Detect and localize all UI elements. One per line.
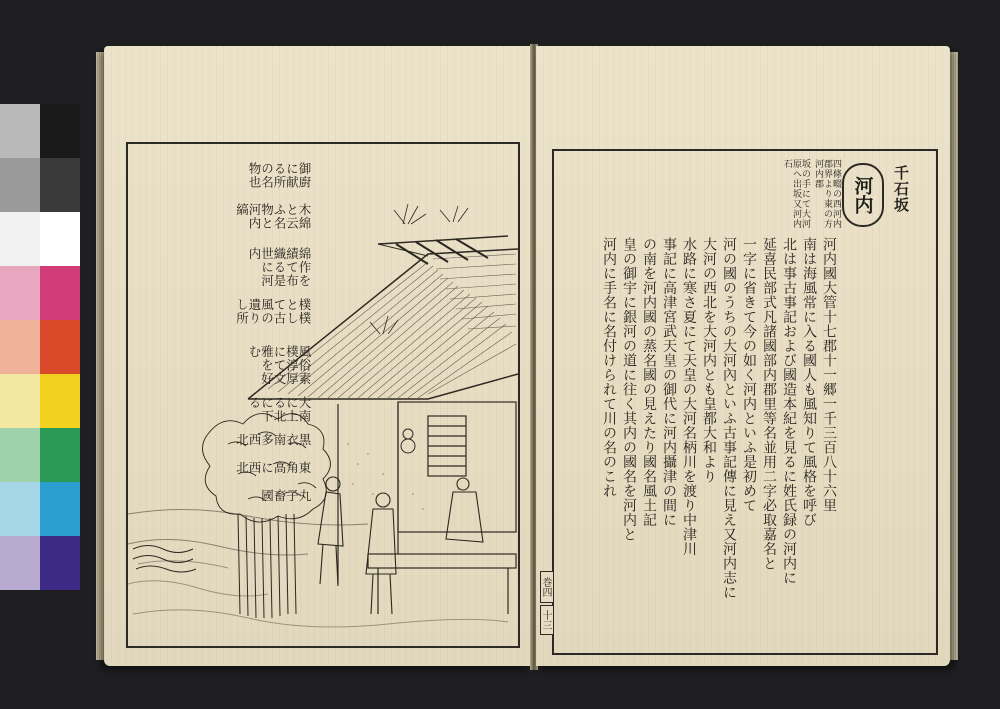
color-swatch xyxy=(40,158,80,212)
text-column: 河内に手名に名付けられて川の名のこれ xyxy=(601,237,617,498)
caption-line: 丸子畜國 xyxy=(259,488,312,502)
text-column: 延喜民部式凡諸國部内郡里等名並用二字必取嘉名と xyxy=(761,237,777,571)
caption-line: 御廚に献る所の名物也 xyxy=(247,162,312,189)
text-frame xyxy=(540,149,938,655)
text-column: 水路に寒さ夏にて天皇の大河名柄川を渡り中津川 xyxy=(681,237,697,556)
right-page xyxy=(536,46,950,666)
color-swatch xyxy=(40,374,80,428)
illustration-frame xyxy=(126,142,520,648)
farmhouse-illustration xyxy=(128,144,518,646)
text-column: の南を河内國の蒸名國の見えたり國名風土記 xyxy=(641,237,657,527)
color-swatch xyxy=(0,104,40,158)
annotation-line: 坂の手にて大河原へ出坂又河内石 xyxy=(782,159,810,229)
text-column: 一字に省きて今の如く河内といふ是初めて xyxy=(741,237,757,513)
color-swatch xyxy=(40,266,80,320)
right-page-edges xyxy=(950,52,958,660)
text-column: 北は事古事記および國造本紀を見るに姓氏録の河内に xyxy=(781,237,797,585)
text-column: 河内國大管十七郡十一郷一千三百八十六里 xyxy=(821,237,837,513)
open-book xyxy=(104,40,950,675)
caption-line: 東角高に西北 xyxy=(234,460,312,475)
color-swatch xyxy=(40,482,80,536)
color-swatch xyxy=(40,536,80,590)
color-swatch xyxy=(40,320,80,374)
color-swatch xyxy=(0,482,40,536)
color-swatch xyxy=(0,158,40,212)
text-column: 大河の西北を大河内とも皇都大和より xyxy=(701,237,717,484)
color-swatch xyxy=(0,212,40,266)
text-column: 皇の御宇に銀河の道に往く其内の國名を河内と xyxy=(621,237,637,542)
caption-line: 大南に上る北に下る xyxy=(247,395,312,423)
section-title: 河内 xyxy=(851,176,874,214)
color-swatch xyxy=(0,374,40,428)
caption-line: 樸樸として古風の遺りし所 xyxy=(234,297,312,325)
body-text xyxy=(554,237,836,649)
left-page-edges xyxy=(96,52,104,660)
color-swatch xyxy=(0,266,40,320)
left-page xyxy=(104,46,532,666)
color-swatch xyxy=(0,320,40,374)
section-title-cartouche xyxy=(842,163,884,227)
color-calibration-chart xyxy=(0,104,80,594)
caption-line: 黒衣南多西北 xyxy=(234,433,312,447)
illustration-caption xyxy=(235,162,310,502)
color-swatch xyxy=(40,212,80,266)
header-annotations xyxy=(782,159,840,233)
color-swatch xyxy=(40,428,80,482)
place-name-heading: 千石坂 xyxy=(892,165,910,213)
color-swatch xyxy=(40,104,80,158)
text-column: 南は海風常に入る國人も風知りて風格を呼び xyxy=(801,237,817,527)
volume-tab: 巻四 xyxy=(540,571,554,603)
caption-line: 風俗素樸淳厚にて文雅を好む xyxy=(247,344,312,386)
caption-line: 木綿と云ふ名物と河内縞 xyxy=(234,202,312,230)
text-column: 事記に高津宮武天皇の御代に河内攝津の間に xyxy=(661,237,677,527)
color-swatch xyxy=(0,428,40,482)
color-swatch xyxy=(0,536,40,590)
text-column: 河の國のうちの大河內といふ古事記傳に見え又河内志に xyxy=(721,237,737,600)
caption-line: 綿作を績て布織る是世に河内 xyxy=(247,246,312,288)
annotation-line: 四條畷の西河内郡界より東の方河内郡 xyxy=(813,159,841,229)
folio-number: 十三 xyxy=(540,605,554,635)
